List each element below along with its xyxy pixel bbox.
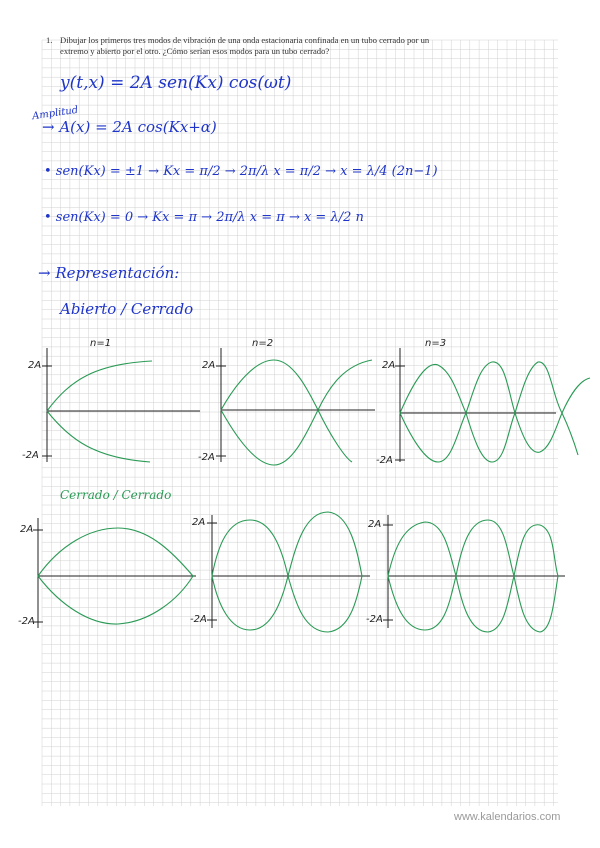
- watermark: www.kalendarios.com: [454, 811, 561, 823]
- amp-top-label: 2A: [20, 524, 34, 535]
- amplitude-equation: → A(x) = 2A cos(Kx+α): [42, 118, 217, 136]
- open-closed-heading: Abierto / Cerrado: [60, 300, 194, 318]
- mode-label-n3: n=3: [425, 338, 447, 349]
- graph-paper-grid: [42, 40, 558, 806]
- graph-closed-closed-n2: [207, 512, 370, 632]
- amplitud-label: Amplitud: [31, 104, 79, 123]
- amp-top-label: 2A: [382, 360, 396, 371]
- main-equation: y(t,x) = 2A sen(Kx) cos(ωt): [60, 73, 292, 93]
- amp-top-label: 2A: [368, 519, 382, 530]
- amp-bottom-label: -2A: [190, 614, 207, 625]
- graph-closed-closed-n1: [33, 518, 196, 628]
- closed-closed-heading: Cerrado / Cerrado: [60, 488, 172, 502]
- graph-open-closed-n1: [42, 348, 200, 462]
- graph-open-closed-n3: [395, 348, 590, 462]
- amp-top-label: 2A: [202, 360, 216, 371]
- amp-bottom-label: -2A: [376, 455, 393, 466]
- question-line-1: Dibujar los primeros tres modos de vibración de una onda estacionaria confinada en un tubo cerrado por un: [60, 35, 430, 45]
- zero-condition-equation: • sen(Kx) = 0 → Kx = π → 2π/λ x = π → x = λ/2 n: [44, 210, 364, 225]
- amp-bottom-label: -2A: [198, 452, 215, 463]
- mode-label-n2: n=2: [252, 338, 274, 349]
- amp-bottom-label: -2A: [366, 614, 383, 625]
- amp-bottom-label: -2A: [18, 616, 35, 627]
- graph-closed-closed-n3: [383, 515, 565, 632]
- question-number: 1.: [46, 35, 53, 45]
- mode-label-n1: n=1: [90, 338, 112, 349]
- amp-bottom-label: -2A: [22, 450, 39, 461]
- amp-top-label: 2A: [192, 517, 206, 528]
- question-line-2: extremo y abierto por el otro. ¿Cómo serían esos modos para un tubo cerrado?: [60, 46, 330, 56]
- amp-top-label: 2A: [28, 360, 42, 371]
- max-condition-equation: • sen(Kx) = ±1 → Kx = π/2 → 2π/λ x = π/2 → x = λ/4 (2n−1): [44, 164, 438, 179]
- representacion-heading: → Representación:: [38, 264, 180, 282]
